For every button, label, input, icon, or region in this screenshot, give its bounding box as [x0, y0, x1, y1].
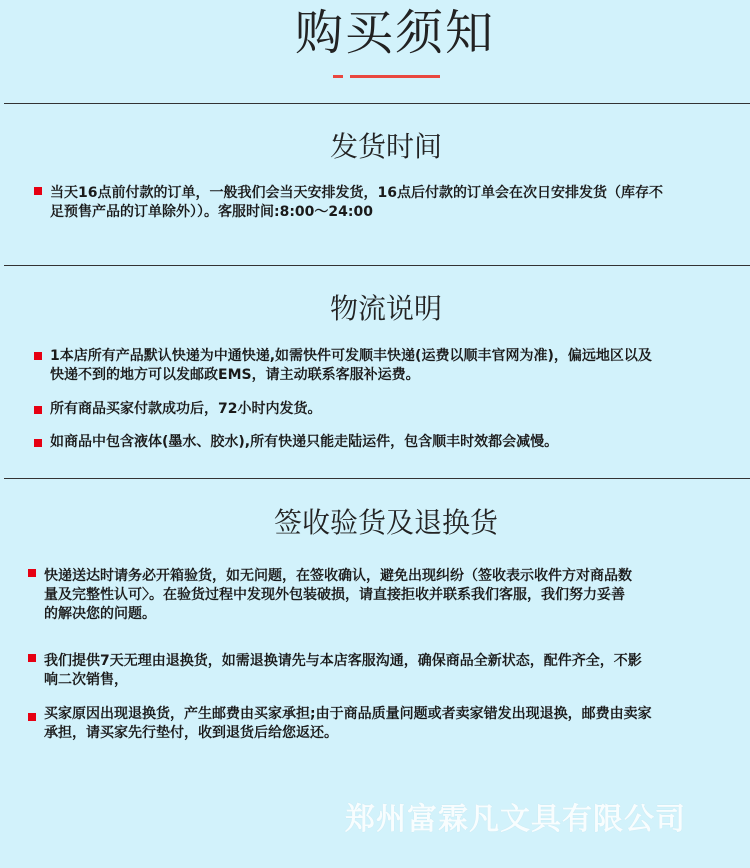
list-item-text: [50, 184, 663, 222]
list-item: [34, 400, 750, 422]
bullet-icon: [34, 406, 42, 414]
text-line: 承担，请买家先行垫付，收到退货后给您返还。: [44, 725, 338, 741]
list-item-text: [50, 400, 321, 419]
section-title-shipping-time: 发货时间: [329, 130, 442, 163]
text-line: 快递送达时请务必开箱验货，如无问题，在签收确认，避免出现纠纷（签收表示收件方对商品数: [44, 568, 632, 584]
list-item-text: [44, 652, 642, 690]
title-accent-short: [333, 75, 343, 78]
list-item: [28, 705, 750, 747]
text-line: 当天16点前付款的订单，一般我们会当天安排发货，16点后付款的订单会在次日安排发货（库存不: [50, 185, 663, 201]
divider-1: [4, 103, 750, 104]
section-title-receipt-returns: 签收验货及退换货: [273, 506, 498, 539]
text-line: 响二次销售，: [44, 672, 128, 688]
text-line: 快递不到的地方可以发邮政EMS，请主动联系客服补运费。: [50, 367, 420, 383]
text-line: 买家原因出现退换货，产生邮费由买家承担;由于商品质量问题或者卖家错发出现退换，邮费由卖家: [44, 706, 652, 722]
divider-2: [4, 265, 750, 266]
list-item-text: [44, 705, 652, 743]
text-line: 量及完整性认可〉。在验货过程中发现外包装破损，请直接拒收并联系我们客服，我们努力妥善: [44, 587, 625, 603]
text-line: 如商品中包含液体(墨水、胶水),所有快递只能走陆运件，包含顺丰时效都会减慢。: [50, 434, 559, 450]
bullet-icon: [28, 654, 36, 662]
list-item: [28, 567, 750, 629]
bullet-icon: [28, 713, 36, 721]
list-item-text: [44, 567, 632, 624]
text-line: 1本店所有产品默认快递为中通快递,如需快件可发顺丰快递(运费以顺丰官网为准)，偏远地区以及: [50, 348, 652, 364]
bullet-icon: [28, 569, 36, 577]
bullet-icon: [34, 187, 42, 195]
title-accent-long: [350, 75, 440, 78]
text-line: 足预售产品的订单除外））。客服时间:8:00～24:00: [50, 204, 373, 220]
bullet-icon: [34, 439, 42, 447]
list-item-text: [50, 433, 558, 452]
list-item: [34, 184, 750, 226]
text-line: 所有商品买家付款成功后，72小时内发货。: [50, 401, 322, 417]
text-line: 的解决您的问题。: [44, 606, 156, 622]
section-title-logistics: 物流说明: [329, 292, 442, 325]
page-title: 购买须知: [294, 5, 495, 61]
bullet-icon: [34, 352, 42, 360]
text-line: 我们提供7天无理由退换货，如需退换请先与本店客服沟通，确保商品全新状态，配件齐全，不影: [44, 653, 642, 669]
list-item: [34, 433, 750, 455]
list-item-text: [50, 347, 652, 385]
divider-3: [4, 478, 750, 479]
list-item: [34, 347, 750, 389]
company-watermark: 郑州富霖凡文具有限公司: [345, 802, 686, 837]
list-item: [28, 652, 750, 694]
